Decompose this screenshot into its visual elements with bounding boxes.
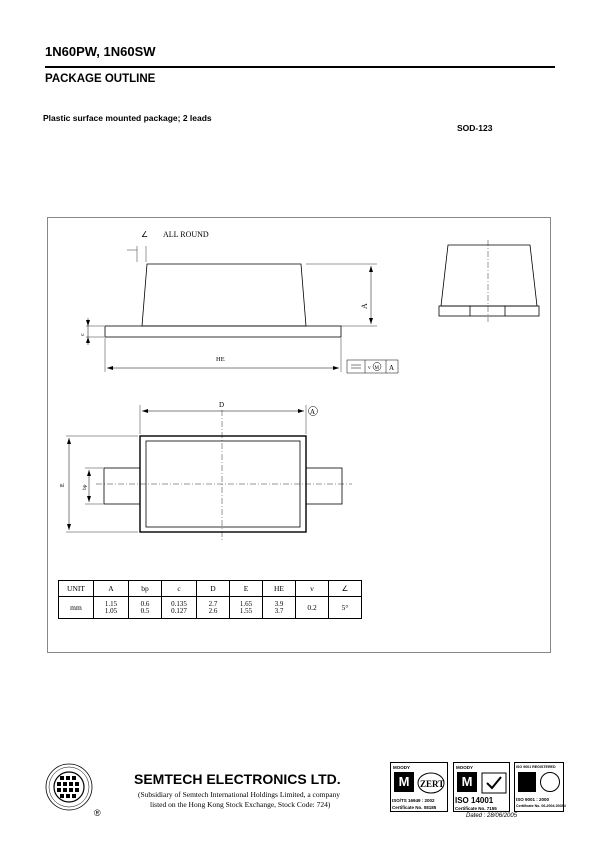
table-header-row — [59, 581, 362, 597]
package-description: Plastic surface mounted package; 2 leads — [43, 113, 212, 123]
table-header-cell: A — [94, 581, 129, 597]
dated-label: Dated : 28/06/2005 — [466, 813, 518, 819]
dnv-logo — [518, 772, 536, 792]
table-header-cell: v — [296, 581, 329, 597]
dim-he-label: HE — [216, 356, 225, 363]
table-cell-d: 2.7 2.6 — [197, 597, 230, 619]
subsidiary-line-2: listed on the Hong Kong Stock Exchange, Stock Code: 724) — [150, 800, 331, 809]
table-header-cell: c — [162, 581, 197, 597]
cert-badge-iso14001: MOODY M ISO 14001 Certificate No. 7155 — [453, 762, 510, 812]
registered-mark: ® — [94, 808, 101, 818]
table-header-cell: UNIT — [59, 581, 94, 597]
frame-a-label: A — [389, 364, 395, 372]
section-title: PACKAGE OUTLINE — [45, 73, 156, 85]
table-header-cell: HE — [263, 581, 296, 597]
cert-badge-iso9001: ISO 9001 REGISTERED ISO 9001 : 2000 Certificate No. 06-2004-00394 — [514, 762, 564, 812]
table-cell-v: 0.2 — [296, 597, 329, 619]
table-header-cell: bp — [129, 581, 162, 597]
table-header-cell: D — [197, 581, 230, 597]
dim-c-label: c — [80, 333, 86, 336]
table-header-cell: E — [230, 581, 263, 597]
unit-cell: mm — [59, 597, 94, 619]
subsidiary-line-1: (Subsidiary of Semtech International Holdings Limited, a company — [138, 790, 341, 799]
zert-logo — [416, 771, 446, 795]
top-view-lead-left — [104, 468, 140, 504]
side-view-leadframe — [105, 326, 341, 337]
svg-text:ZERT: ZERT — [420, 779, 445, 789]
table-row — [59, 597, 362, 619]
package-code: SOD-123 — [457, 123, 493, 133]
ref-a-label: A — [310, 408, 316, 416]
top-view-lead-right — [306, 468, 342, 504]
dim-bp-label: bp — [82, 484, 88, 490]
accreditation-seal — [540, 772, 560, 792]
moody-logo: M — [394, 772, 414, 792]
page-title: 1N60PW, 1N60SW — [45, 44, 156, 59]
dim-a-label: A — [360, 303, 369, 309]
side-view-body — [142, 264, 306, 326]
frame-m-label: M — [374, 366, 379, 371]
table-cell-c: 0.135 0.127 — [162, 597, 197, 619]
table-cell-angle: 5° — [329, 597, 362, 619]
frame-v-label: v — [368, 365, 371, 371]
company-logo — [44, 762, 94, 812]
all-round-label: ALL ROUND — [163, 230, 209, 239]
cert-badge-iso-ts: MOODY M ZERT ISO/TS 16949 : 2002 Certificate No. 08185 — [390, 762, 448, 812]
dim-d-label: D — [219, 401, 225, 409]
dim-e-label: E — [60, 483, 66, 487]
end-view-body — [441, 245, 537, 306]
table-cell-he: 3.9 3.7 — [263, 597, 296, 619]
table-cell-e: 1.65 1.55 — [230, 597, 263, 619]
dimensions-table — [58, 580, 362, 619]
end-view-leadframe — [439, 306, 539, 316]
table-cell-bp: 0.6 0.5 — [129, 597, 162, 619]
moody-logo: M — [457, 772, 477, 792]
angle-symbol-label: ∠ — [141, 230, 149, 239]
table-cell-a: 1.15 1.05 — [94, 597, 129, 619]
ukas-logo — [481, 772, 507, 794]
table-header-cell: ∠ — [329, 581, 362, 597]
company-name: SEMTECH ELECTRONICS LTD. — [134, 771, 341, 787]
